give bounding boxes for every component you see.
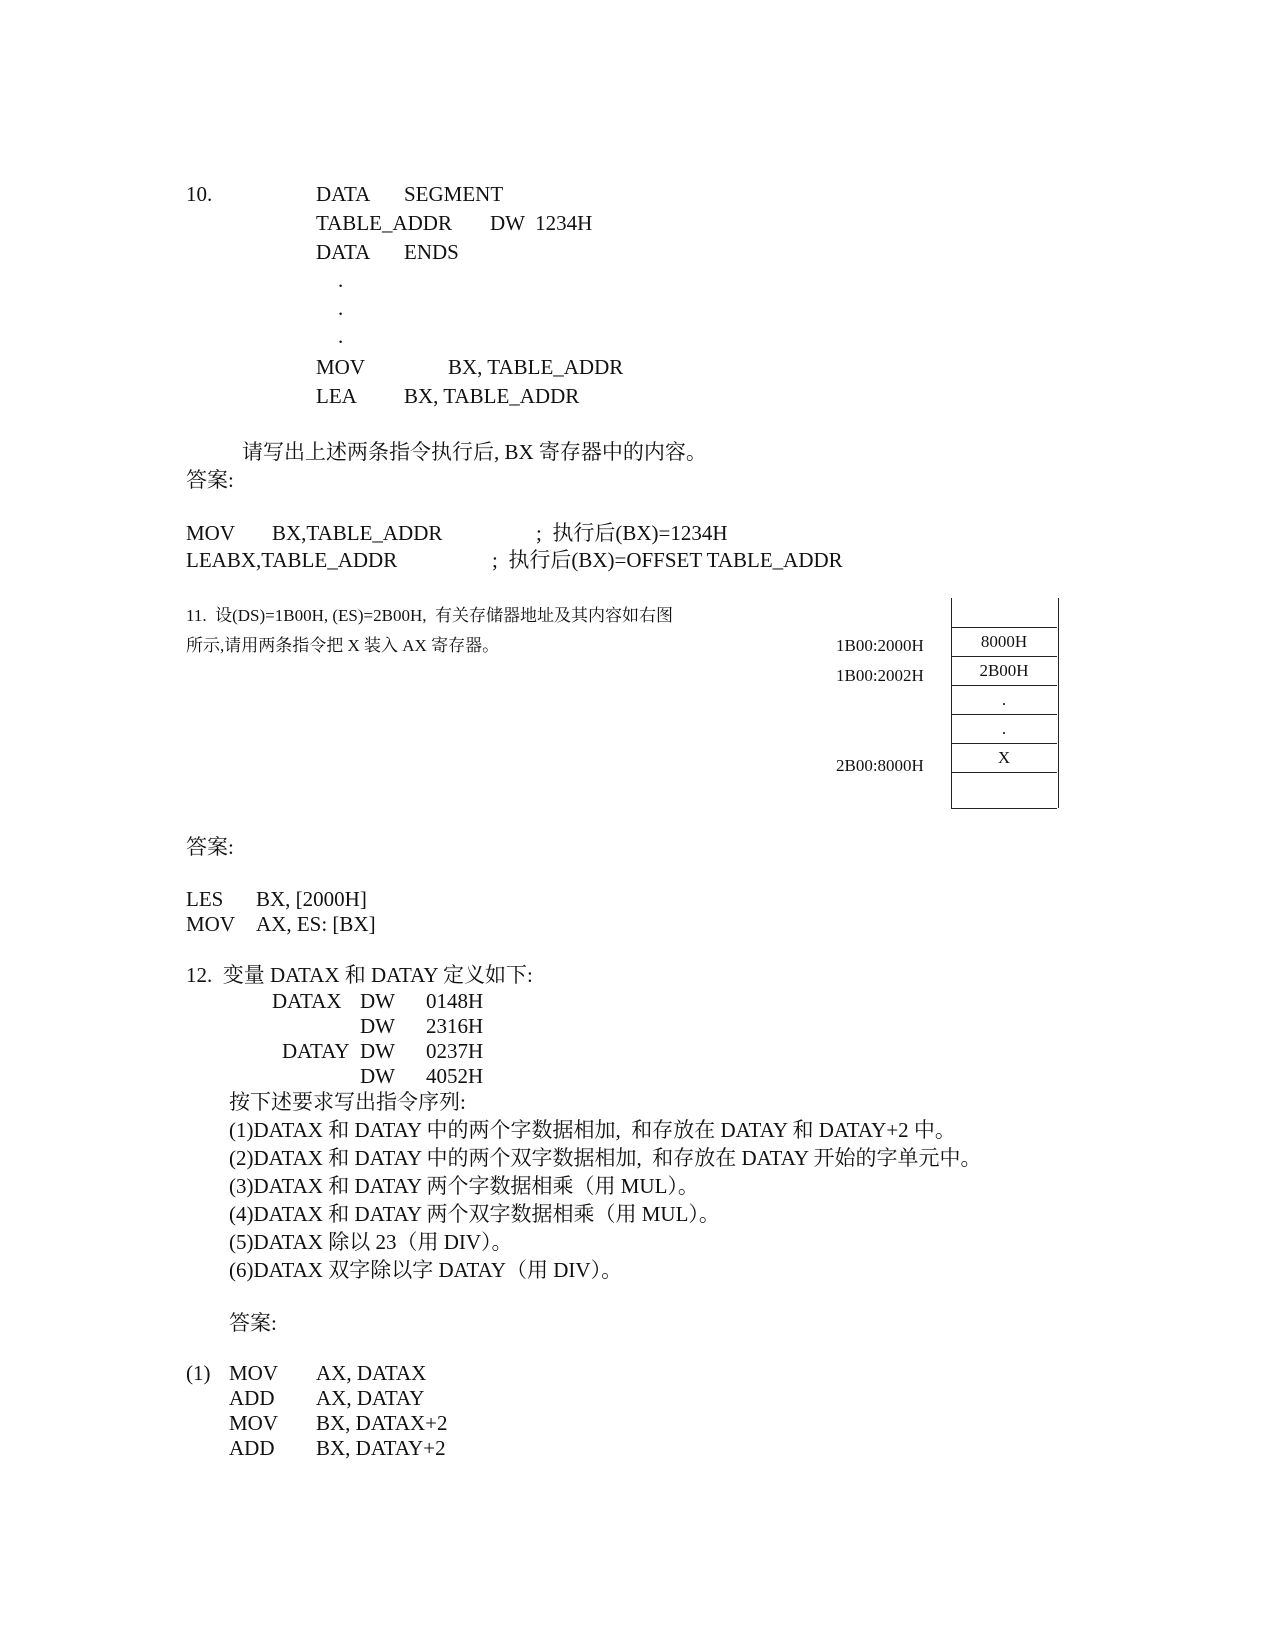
- requirement-4: (4)DATAX 和 DATAY 两个双字数据相乘（用 MUL）。: [229, 1202, 720, 1226]
- memory-address-label: 2B00:8000H: [836, 756, 924, 775]
- question-text: 请写出上述两条指令执行后, BX 寄存器中的内容。: [242, 440, 707, 464]
- answer-line-2-op: LEABX,TABLE_ADDR: [186, 548, 398, 572]
- def-value: 2316H: [426, 1014, 484, 1038]
- memory-cell: [951, 598, 1057, 627]
- answer-line-4-op: ADD: [229, 1436, 275, 1460]
- question-intro: 12. 变量 DATAX 和 DATAY 定义如下:: [186, 963, 533, 987]
- memory-address-label: 1B00:2000H: [836, 636, 924, 655]
- memory-cell: .: [951, 685, 1057, 714]
- def-name: DATAX: [272, 989, 342, 1013]
- answer-line-1-comment: ; 执行后(BX)=1234H: [536, 521, 728, 545]
- memory-cell: 8000H: [951, 627, 1057, 656]
- code-line-3-operand: ENDS: [404, 240, 459, 264]
- memory-cell: [951, 772, 1057, 809]
- requirement-5: (5)DATAX 除以 23（用 DIV）。: [229, 1230, 513, 1254]
- answer-line-2-op: ADD: [229, 1386, 275, 1410]
- requirement-1: (1)DATAX 和 DATAY 中的两个字数据相加, 和存放在 DATAY 和 DATAY+2 中。: [229, 1118, 956, 1142]
- answer-label: 答案:: [186, 835, 234, 859]
- question-text-line-2: 所示,请用两条指令把 X 装入 AX 寄存器。: [186, 636, 500, 655]
- answer-line-4-arg: BX, DATAY+2: [316, 1436, 446, 1460]
- answer-label: 答案:: [186, 468, 234, 492]
- code-line-5-operand: BX, TABLE_ADDR: [404, 384, 580, 408]
- answer-line-2-arg: AX, DATAY: [316, 1386, 425, 1410]
- ellipsis-dot: .: [338, 296, 344, 320]
- answer-line-2-arg: AX, ES: [BX]: [256, 912, 376, 936]
- def-name: DATAY: [282, 1039, 350, 1063]
- answer-line-1-arg: BX, [2000H]: [256, 887, 367, 911]
- ellipsis-dot: .: [338, 268, 344, 292]
- code-line-2-operand: DW 1234H: [490, 211, 593, 235]
- requirement-6: (6)DATAX 双字除以字 DATAY（用 DIV）。: [229, 1258, 623, 1282]
- code-line-1-keyword: DATA: [316, 182, 371, 206]
- memory-cell: X: [951, 743, 1057, 772]
- question-number: 10.: [186, 182, 213, 206]
- answer-line-1-op: MOV: [229, 1361, 279, 1385]
- def-value: 0237H: [426, 1039, 484, 1063]
- answer-line-1-arg: BX,TABLE_ADDR: [272, 521, 443, 545]
- requirement-3: (3)DATAX 和 DATAY 两个字数据相乘（用 MUL）。: [229, 1174, 699, 1198]
- question-text-line-1: 11. 设(DS)=1B00H, (ES)=2B00H, 有关存储器地址及其内容如右图: [186, 606, 673, 625]
- answer-line-2-comment: ; 执行后(BX)=OFFSET TABLE_ADDR: [492, 548, 843, 572]
- answer-label: 答案:: [229, 1311, 277, 1335]
- def-directive: DW: [360, 1064, 395, 1088]
- def-value: 4052H: [426, 1064, 484, 1088]
- answer-line-3-arg: BX, DATAX+2: [316, 1411, 448, 1435]
- code-line-4-operand: BX, TABLE_ADDR: [448, 355, 624, 379]
- code-line-5-keyword: LEA: [316, 384, 357, 408]
- code-line-2-keyword: TABLE_ADDR: [316, 211, 452, 235]
- answer-line-1-op: MOV: [186, 521, 236, 545]
- answer-line-3-op: MOV: [229, 1411, 279, 1435]
- code-line-4-keyword: MOV: [316, 355, 366, 379]
- requirement-2: (2)DATAX 和 DATAY 中的两个双字数据相加, 和存放在 DATAY 开始的字单元中。: [229, 1146, 982, 1170]
- def-value: 0148H: [426, 989, 484, 1013]
- answer-line-2-op: MOV: [186, 912, 236, 936]
- def-directive: DW: [360, 1014, 395, 1038]
- answer-line-1-op: LES: [186, 887, 224, 911]
- def-directive: DW: [360, 1039, 395, 1063]
- memory-cell: .: [951, 714, 1057, 743]
- answer-line-1-arg: AX, DATAX: [316, 1361, 427, 1385]
- memory-address-label: 1B00:2002H: [836, 666, 924, 685]
- code-line-3-keyword: DATA: [316, 240, 371, 264]
- requirements-prompt: 按下述要求写出指令序列:: [229, 1090, 466, 1114]
- answer-number: (1): [186, 1361, 211, 1385]
- memory-cell: 2B00H: [951, 656, 1057, 685]
- ellipsis-dot: .: [338, 324, 344, 348]
- def-directive: DW: [360, 989, 395, 1013]
- code-line-1-operand: SEGMENT: [404, 182, 504, 206]
